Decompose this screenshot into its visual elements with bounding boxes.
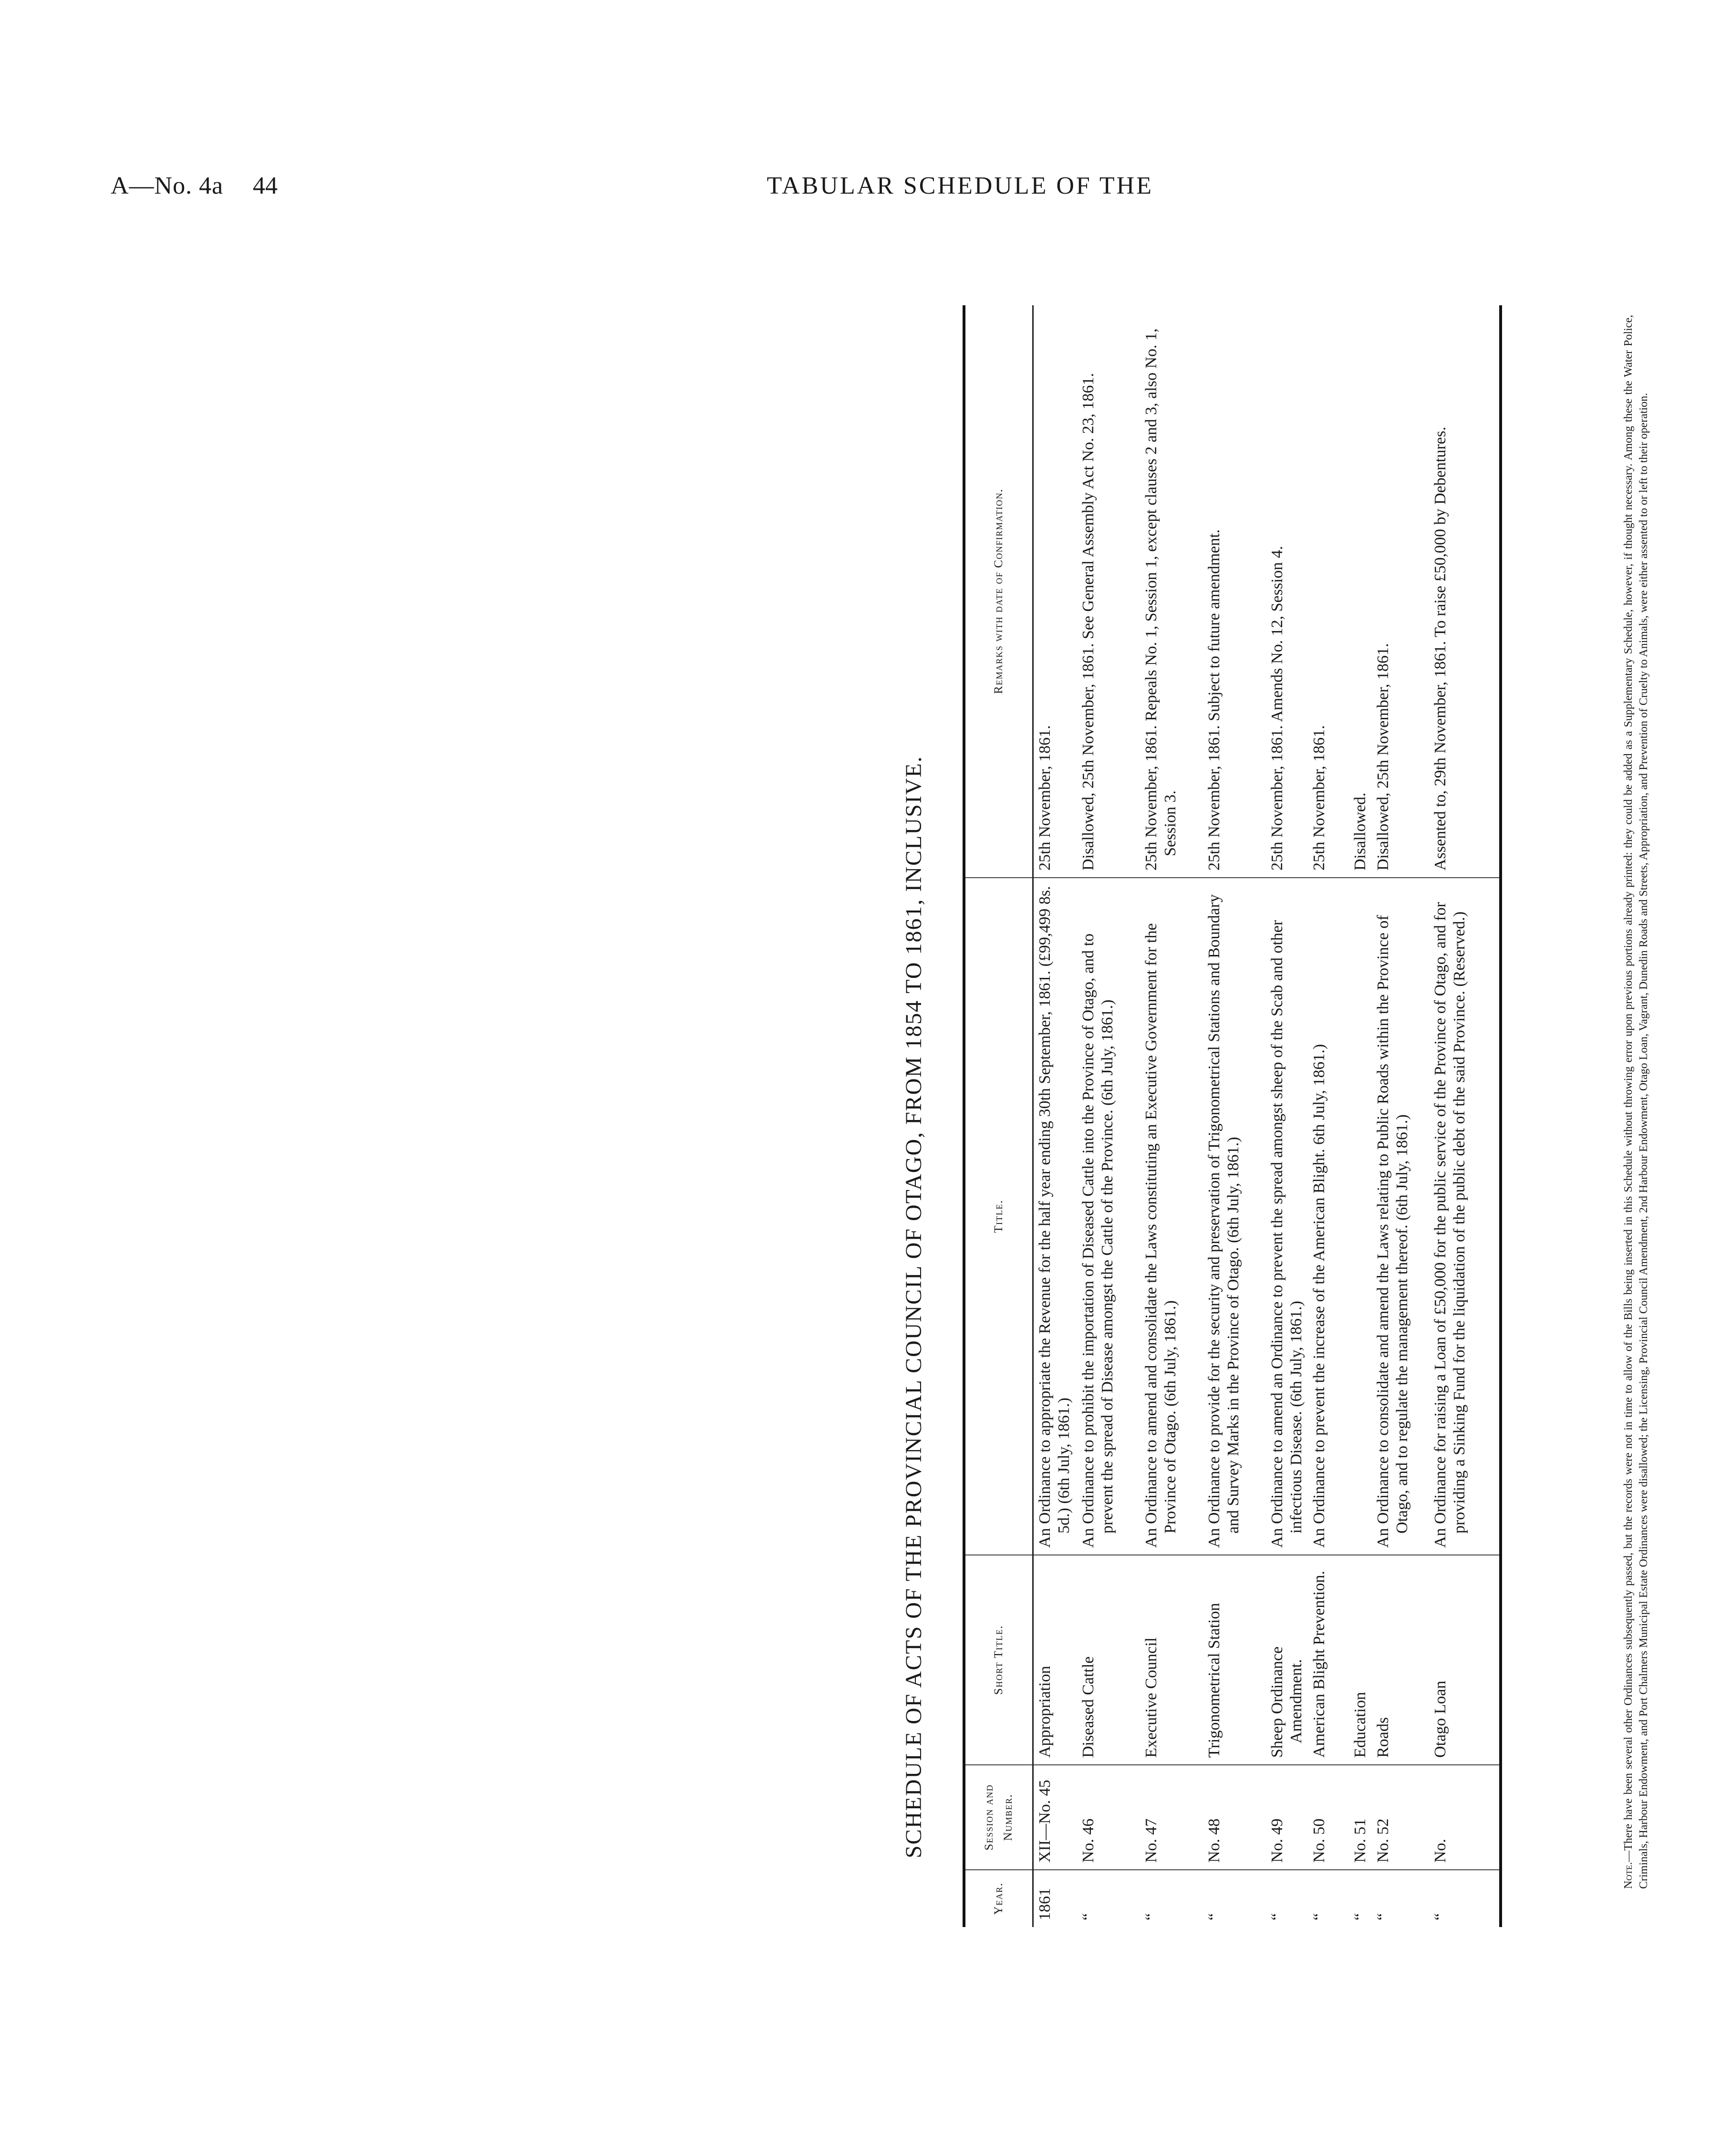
year-cell: “ xyxy=(1079,1913,1097,1920)
remarks-cell: Disallowed, 25th November, 1861. xyxy=(1372,305,1429,878)
schedule-rows xyxy=(1033,305,1501,1927)
title-cell: An Ordinance to prohibit the importation of Diseased Cattle into the Province of Otago, and to prevent the spread of Disease amongst the Cattle of the Province. (6th July, 1861.) xyxy=(1077,878,1140,1555)
year-cell: 1861 xyxy=(1036,1888,1054,1920)
session-cell: No. 51 xyxy=(1349,1765,1372,1870)
session-cell: No. 52 xyxy=(1372,1765,1429,1870)
session-cell: No. 46 xyxy=(1077,1765,1140,1870)
year-cell: “ xyxy=(1431,1913,1449,1920)
remarks-cell: 25th November, 1861. xyxy=(1033,305,1077,878)
title-cell: An Ordinance to amend and consolidate the Laws constituting an Executive Government for the Province of Otago. (6th July, 1861.) xyxy=(1140,878,1203,1555)
table-row xyxy=(1429,305,1501,1927)
remarks-cell: Disallowed, 25th November, 1861. See General Assembly Act No. 23, 1861. xyxy=(1077,305,1140,878)
session-cell: No. 48 xyxy=(1203,1765,1266,1870)
page-number: 44 xyxy=(253,172,278,199)
running-title: TABULAR SCHEDULE OF THE xyxy=(767,172,1153,199)
remarks-cell: 25th November, 1861. xyxy=(1308,305,1349,878)
document-reference: A—No. 4a xyxy=(111,172,224,199)
short-title-cell: Sheep Ordinance Amendment. xyxy=(1266,1555,1308,1765)
table-row xyxy=(1203,305,1266,1927)
col-remarks-header: Remarks with date of Confirmation. xyxy=(964,305,1033,878)
short-title-cell: Appropriation xyxy=(1033,1555,1077,1765)
session-cell: No. xyxy=(1429,1765,1501,1870)
table-row xyxy=(1308,305,1349,1927)
schedule-table xyxy=(963,305,1502,1927)
title-cell xyxy=(1349,878,1372,1555)
footnote-text: —There have been several other Ordinances subsequently passed, but the records were not in time to allow of the Bills being inserted in this Schedule without throwing error upon previous portions already printed: they could be added as a Supplementary Schedule, however, if thought necessary. Among these the Water Police, Criminals, Harbour Endowment, and Port Chalmers Municipal Estate Ordinances were disallowed; the Licensing, Provincial Council Amendment, 2nd Harbour Endowment, Otago Loan, Vagrant, Dunedin Roads and Streets, Appropriation, and Prevention of Cruelty to Animals, were either assented to or left to their operation. xyxy=(1622,315,1650,1889)
table-row xyxy=(1349,305,1372,1927)
session-cell: No. 50 xyxy=(1308,1765,1349,1870)
schedule-table-frame xyxy=(963,296,1502,1927)
table-row xyxy=(1372,305,1429,1927)
col-year-header: Year. xyxy=(964,1870,1033,1927)
title-cell: An Ordinance to appropriate the Revenue for the half year ending 30th September, 1861. (£99,499 8s. 5d.) (6th July, 1861.) xyxy=(1033,878,1077,1555)
session-cell: No. 47 xyxy=(1140,1765,1203,1870)
schedule-title: SCHEDULE OF ACTS OF THE PROVINCIAL COUNCIL OF OTAGO, FROM 1854 TO 1861, INCLUSIVE. xyxy=(901,756,926,1858)
remarks-cell: 25th November, 1861. Repeals No. 1, Session 1, except clauses 2 and 3, also No. 1, Session 3. xyxy=(1140,305,1203,878)
short-title-cell: Executive Council xyxy=(1140,1555,1203,1765)
year-cell: “ xyxy=(1310,1913,1328,1920)
short-title-cell: American Blight Prevention. xyxy=(1308,1555,1349,1765)
remarks-cell: Disallowed. xyxy=(1349,305,1372,878)
table-row xyxy=(1140,305,1203,1927)
col-session-header: Session and Number. xyxy=(964,1765,1033,1870)
title-cell: An Ordinance to amend an Ordinance to prevent the spread amongst sheep of the Scab and other infectious Disease. (6th July, 1861.) xyxy=(1266,878,1308,1555)
session-cell: No. 49 xyxy=(1266,1765,1308,1870)
footnote xyxy=(1621,315,1651,1889)
table-row xyxy=(1033,305,1077,1927)
short-title-cell: Roads xyxy=(1372,1555,1429,1765)
col-short-title-header: Short Title. xyxy=(964,1555,1033,1765)
table-row xyxy=(1077,305,1140,1927)
short-title-cell: Otago Loan xyxy=(1429,1555,1501,1765)
remarks-cell: 25th November, 1861. Subject to future amendment. xyxy=(1203,305,1266,878)
title-cell: An Ordinance to provide for the security and preservation of Trigonometrical Stations and Boundary and Survey Marks in the Province of Otago. (6th July, 1861.) xyxy=(1203,878,1266,1555)
footnote-lead: Note. xyxy=(1622,1862,1635,1889)
title-cell: An Ordinance for raising a Loan of £50,000 for the public service of the Province of Otago, and for providing a Sinking Fund for the liquidation of the public debt of the said Province. (Reserved.) xyxy=(1429,878,1501,1555)
title-cell: An Ordinance to consolidate and amend the Laws relating to Public Roads within the Province of Otago, and to regulate the management thereof. (6th July, 1861.) xyxy=(1372,878,1429,1555)
remarks-cell: 25th November, 1861. Amends No. 12, Session 4. xyxy=(1266,305,1308,878)
short-title-cell: Diseased Cattle xyxy=(1077,1555,1140,1765)
year-cell: “ xyxy=(1351,1913,1369,1920)
page-header xyxy=(0,172,1213,210)
remarks-cell: Assented to, 29th November, 1861. To raise £50,000 by Debentures. xyxy=(1429,305,1501,878)
year-cell: “ xyxy=(1205,1913,1223,1920)
title-cell: An Ordinance to prevent the increase of the American Blight. 6th July, 1861.) xyxy=(1308,878,1349,1555)
header-row xyxy=(964,305,1033,1927)
year-cell: “ xyxy=(1268,1913,1286,1920)
year-cell: “ xyxy=(1142,1913,1160,1920)
session-cell: XII—No. 45 xyxy=(1033,1765,1077,1870)
rotated-schedule xyxy=(901,210,1721,2156)
short-title-cell: Trigonometrical Station xyxy=(1203,1555,1266,1765)
col-title-header: Title. xyxy=(964,878,1033,1555)
table-row xyxy=(1266,305,1308,1927)
year-cell: “ xyxy=(1374,1913,1392,1920)
short-title-cell: Education xyxy=(1349,1555,1372,1765)
